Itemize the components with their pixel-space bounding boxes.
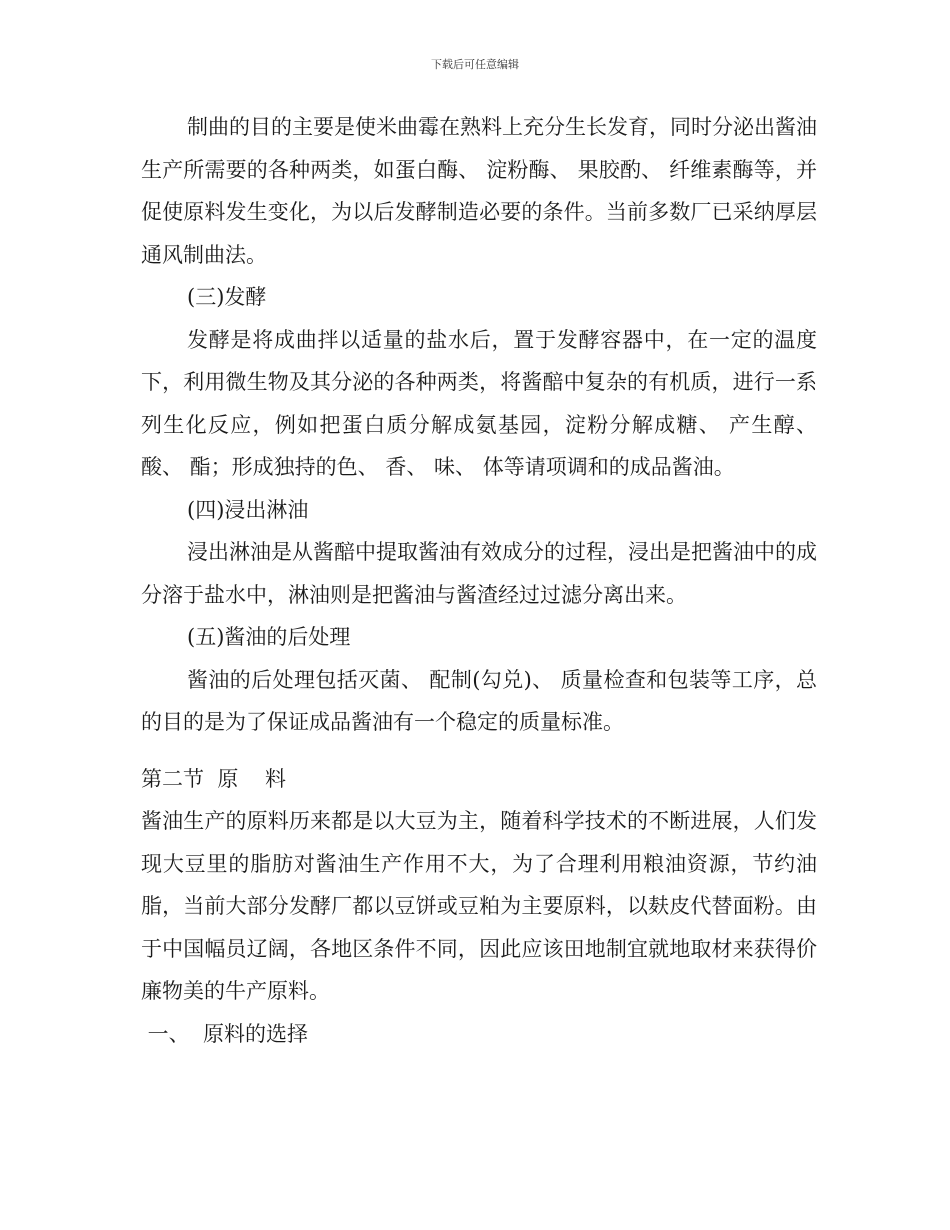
heading-fermentation: (三)发酵	[187, 285, 267, 309]
heading-post-processing: (五)酱油的后处理	[187, 625, 351, 649]
document-body	[141, 106, 817, 1055]
section-spacer	[141, 744, 817, 758]
paragraph-koji-making: 制曲的目的主要是使米曲霉在熟料上充分生长发育，同时分泌出酱油生产所需要的各种两类，如蛋白酶、 淀粉酶、 果胶酌、 纤维素酶等，并促使原料发生变化，为以后发酵制造必要的条件。当前多数厂已采纳厚层通风制曲法。	[141, 115, 817, 267]
subheading-material-selection: 一、 原料的选择	[141, 1021, 309, 1046]
paragraph-fermentation: 发酵是将成曲拌以适量的盐水后，置于发酵容器中，在一定的温度下，利用微生物及其分泌的各种两类，将酱醅中复杂的有机质，进行一系列生化反应，例如把蛋白质分解成氨基园，淀粉分解成糖、 产生醇、 酸、 酯；形成独持的色、 香、 味、 体等请项调和的成品酱油。	[141, 327, 817, 479]
page-header-note: 下载后可任意编辑	[431, 58, 519, 71]
paragraph-raw-materials: 酱油生产的原料历来都是以大豆为主，随着科学技术的不断进展，人们发现大豆里的脂肪对酱油生产作用不大，为了合理利用粮油资源，节约油脂，当前大部分发酵厂都以豆饼或豆粕为主要原料，以麸皮代替面粉。由于中国幅员辽阔，各地区条件不同，因此应该田地制宜就地取材来获得价廉物美的牛产原料。	[141, 809, 817, 1003]
paragraph-leaching: 浸出淋油是从酱醅中提取酱油有效成分的过程，浸出是把酱油中的成分溶于盐水中，淋油则是把酱油与酱渣经过过滤分离出来。	[141, 540, 817, 607]
section-title-raw-materials: 第二节 原 料	[141, 766, 287, 791]
paragraph-post-processing: 酱油的后处理包括灭菌、 配制(勾兑)、 质量检查和包装等工序，总的目的是为了保证成品酱油有一个稳定的质量标准。	[141, 667, 817, 734]
heading-leaching: (四)浸出淋油	[187, 497, 309, 522]
